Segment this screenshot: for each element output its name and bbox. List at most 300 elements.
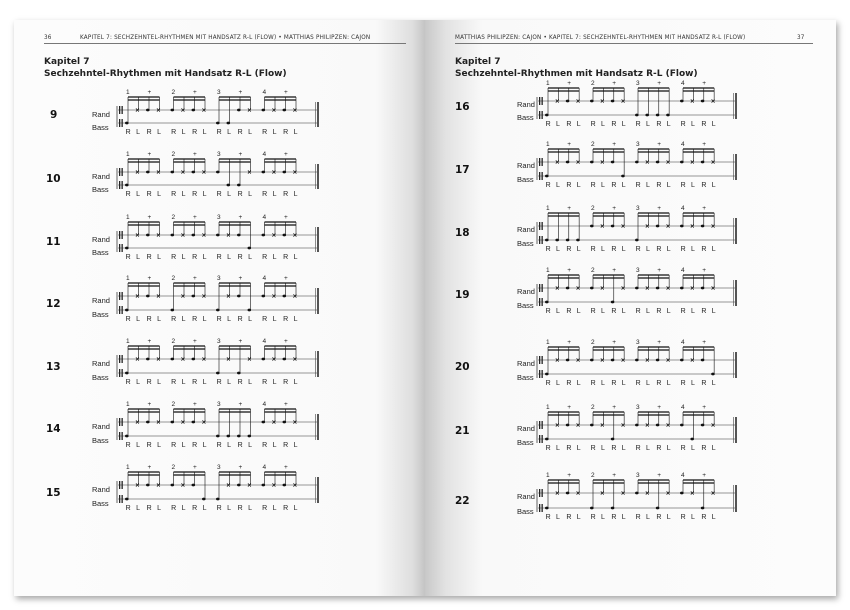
bass-notehead: [711, 373, 715, 376]
sticking-letter: L: [202, 316, 207, 323]
sticking-letter: R: [635, 308, 641, 315]
exercise-number: 16: [455, 101, 470, 113]
sticking-letter: L: [202, 129, 207, 136]
notation-systems: [425, 20, 836, 596]
beat-count: +: [702, 339, 707, 346]
rand-notehead: [146, 484, 150, 487]
sticking-letter: R: [146, 254, 152, 261]
sticking-letter: L: [600, 445, 605, 452]
sticking-letter: R: [611, 182, 617, 189]
sticking-letter: L: [272, 505, 277, 512]
staff-label-bass: Bass: [517, 175, 534, 184]
final-barline: [317, 227, 319, 252]
rand-notehead: [656, 161, 660, 164]
bass-notehead: [227, 184, 231, 187]
beat-count: 3: [217, 464, 221, 471]
sticking-letter: R: [701, 308, 707, 315]
bass-notehead: [621, 175, 625, 178]
rand-notehead: [611, 359, 615, 362]
sticking-letter: R: [262, 505, 268, 512]
sticking-letter: L: [576, 380, 581, 387]
notation-systems: [14, 20, 425, 596]
bass-notehead: [171, 309, 175, 312]
rand-notehead: [262, 484, 266, 487]
sticking-letter: R: [635, 514, 641, 521]
bass-notehead: [216, 435, 220, 438]
running-header: KAPITEL 7: SECHZEHNTEL-RHYTHMEN MIT HANDSATZ R-L (FLOW) • MATTHIAS PHILIPZEN: CAJON: [80, 34, 371, 41]
sticking-letter: L: [690, 514, 695, 521]
sticking-letter: L: [136, 316, 141, 323]
sticking-letter: L: [621, 246, 626, 253]
final-barline: [317, 351, 319, 377]
rand-notehead: [192, 109, 196, 112]
bass-notehead: [227, 122, 231, 125]
sticking-letter: L: [690, 308, 695, 315]
sticking-letter: L: [666, 445, 671, 452]
sticking-letter: R: [680, 121, 686, 128]
bass-notehead: [216, 372, 220, 375]
sticking-letter: L: [157, 442, 162, 449]
sticking-letter: R: [611, 308, 617, 315]
sticking-letter: L: [181, 129, 186, 136]
beat-count: +: [238, 464, 243, 471]
rand-notehead: [192, 484, 196, 487]
percussion-clef-icon: [119, 168, 120, 176]
bass-notehead: [545, 175, 549, 178]
staff-label-bass: Bass: [517, 239, 534, 248]
sticking-letter: R: [566, 182, 572, 189]
sticking-letter: R: [635, 246, 641, 253]
sticking-letter: L: [293, 254, 298, 261]
beat-count: 2: [591, 404, 595, 411]
beat-count: 4: [681, 339, 685, 346]
rand-notehead: [171, 171, 175, 174]
sticking-letter: L: [248, 129, 253, 136]
bass-notehead: [656, 114, 660, 117]
rand-notehead: [680, 225, 684, 228]
page-number: 37: [797, 34, 805, 41]
percussion-clef-icon: [119, 292, 120, 300]
percussion-clef-icon: [122, 481, 123, 489]
exercise-number: 12: [46, 298, 61, 310]
chapter-subtitle: Sechzehntel-Rhythmen mit Handsatz R-L (Flow): [455, 69, 698, 79]
beat-count: +: [193, 401, 197, 408]
beat-count: +: [238, 151, 243, 158]
rand-notehead: [262, 171, 266, 174]
percussion-clef-icon: [122, 418, 123, 426]
beat-count: +: [284, 275, 288, 282]
final-barline: [735, 352, 737, 378]
percussion-clef-icon: [539, 370, 540, 378]
sticking-letter: L: [272, 191, 277, 198]
staff-label-bass: Bass: [517, 301, 534, 310]
bass-notehead: [216, 122, 220, 125]
sticking-letter: L: [645, 308, 650, 315]
sticking-letter: L: [181, 191, 186, 198]
rand-notehead: [680, 100, 684, 103]
sticking-letter: R: [701, 182, 707, 189]
sticking-letter: L: [576, 514, 581, 521]
sticking-letter: R: [171, 379, 177, 386]
percussion-clef-icon: [542, 370, 543, 378]
rand-notehead: [656, 287, 660, 290]
bass-notehead: [545, 373, 549, 376]
percussion-clef-icon: [122, 168, 123, 176]
percussion-clef-icon: [122, 495, 123, 503]
sticking-letter: L: [202, 442, 207, 449]
sticking-letter: R: [262, 129, 268, 136]
staff-label-rand: Rand: [92, 110, 110, 119]
beat-count: 4: [681, 205, 685, 212]
sticking-letter: R: [680, 246, 686, 253]
sticking-letter: R: [656, 182, 662, 189]
rand-notehead: [635, 359, 639, 362]
staff-label-bass: Bass: [92, 248, 109, 257]
beat-count: +: [193, 89, 197, 96]
staff-label-rand: Rand: [92, 422, 110, 431]
sticking-letter: L: [666, 308, 671, 315]
sticking-letter: L: [227, 379, 232, 386]
percussion-clef-icon: [539, 421, 540, 429]
rand-notehead: [635, 492, 639, 495]
rand-notehead: [701, 287, 705, 290]
beat-count: 2: [171, 214, 176, 221]
beat-count: 3: [636, 339, 640, 346]
sticking-letter: L: [711, 121, 716, 128]
beat-count: +: [284, 338, 288, 345]
sticking-letter: L: [293, 442, 298, 449]
beat-count: 3: [217, 338, 221, 345]
sticking-letter: R: [171, 316, 177, 323]
beat-count: 3: [217, 89, 221, 96]
beat-count: 4: [681, 404, 685, 411]
rand-notehead: [611, 225, 615, 228]
staff-label-bass: Bass: [92, 185, 109, 194]
final-barline: [317, 102, 319, 127]
bass-notehead: [666, 114, 670, 117]
sticking-letter: L: [202, 379, 207, 386]
percussion-clef-icon: [119, 231, 120, 239]
sticking-letter: L: [555, 380, 560, 387]
rand-notehead: [611, 161, 615, 164]
beat-count: +: [567, 472, 572, 479]
beat-count: +: [147, 401, 152, 408]
rand-notehead: [171, 358, 175, 361]
staff-label-rand: Rand: [517, 424, 535, 433]
sticking-letter: R: [125, 129, 131, 136]
beat-count: +: [567, 80, 572, 87]
sticking-letter: L: [181, 505, 186, 512]
bass-notehead: [545, 239, 549, 242]
sticking-letter: R: [125, 254, 131, 261]
sticking-letter: L: [227, 505, 232, 512]
sticking-letter: L: [293, 191, 298, 198]
sticking-letter: R: [125, 442, 131, 449]
rand-notehead: [262, 421, 266, 424]
bass-notehead: [202, 498, 206, 501]
sticking-letter: R: [656, 514, 662, 521]
open-book: [14, 20, 836, 596]
beat-count: 3: [636, 472, 640, 479]
beat-count: +: [567, 205, 572, 212]
sticking-letter: R: [656, 121, 662, 128]
sticking-letter: L: [248, 191, 253, 198]
sticking-letter: R: [566, 380, 572, 387]
staff-label-bass: Bass: [92, 123, 109, 132]
beat-count: 2: [591, 472, 595, 479]
bass-notehead: [645, 114, 649, 117]
final-barline: [735, 417, 737, 443]
bass-notehead: [566, 239, 570, 242]
sticking-letter: R: [545, 308, 551, 315]
percussion-clef-icon: [539, 504, 540, 512]
staff-label-bass: Bass: [92, 310, 109, 319]
sticking-letter: L: [555, 182, 560, 189]
sticking-letter: R: [237, 442, 243, 449]
sticking-letter: L: [690, 380, 695, 387]
percussion-clef-icon: [122, 119, 123, 127]
beat-count: 1: [546, 472, 550, 479]
final-barline: [735, 93, 737, 119]
rand-notehead: [566, 100, 570, 103]
sticking-letter: L: [272, 442, 277, 449]
sticking-letter: R: [566, 445, 572, 452]
beat-count: +: [193, 214, 197, 221]
rand-notehead: [262, 234, 266, 237]
percussion-clef-icon: [122, 432, 123, 440]
beat-count: 4: [681, 267, 685, 274]
rand-notehead: [146, 171, 150, 174]
staff-label-bass: Bass: [517, 438, 534, 447]
sticking-letter: L: [645, 246, 650, 253]
sticking-letter: R: [283, 191, 289, 198]
beat-count: 2: [171, 89, 176, 96]
exercise-number: 22: [455, 495, 470, 507]
sticking-letter: R: [146, 316, 152, 323]
beat-count: +: [657, 404, 662, 411]
sticking-letter: L: [711, 182, 716, 189]
sticking-letter: L: [181, 442, 186, 449]
beat-count: +: [657, 472, 662, 479]
final-barline: [735, 280, 737, 306]
sticking-letter: L: [621, 514, 626, 521]
sticking-letter: R: [262, 442, 268, 449]
rand-notehead: [146, 421, 150, 424]
percussion-clef-icon: [119, 181, 120, 189]
sticking-letter: L: [136, 505, 141, 512]
rand-notehead: [283, 295, 287, 298]
bass-notehead: [545, 301, 549, 304]
final-barline: [735, 218, 737, 244]
sticking-letter: L: [272, 316, 277, 323]
beat-count: +: [567, 141, 572, 148]
staff-label-bass: Bass: [517, 113, 534, 122]
sticking-letter: R: [171, 505, 177, 512]
rand-notehead: [680, 492, 684, 495]
beat-count: 2: [171, 401, 176, 408]
beat-count: +: [612, 80, 617, 87]
chapter-title: Kapitel 7: [44, 57, 90, 67]
percussion-clef-icon: [122, 355, 123, 363]
beat-count: +: [147, 89, 152, 96]
sticking-letter: L: [576, 445, 581, 452]
sticking-letter: R: [566, 514, 572, 521]
beat-count: 1: [126, 275, 130, 282]
sticking-letter: R: [545, 121, 551, 128]
bass-notehead: [555, 239, 559, 242]
rand-notehead: [171, 109, 175, 112]
percussion-clef-icon: [119, 432, 120, 440]
percussion-clef-icon: [539, 356, 540, 364]
percussion-clef-icon: [542, 489, 543, 497]
sticking-letter: R: [656, 380, 662, 387]
beat-count: +: [612, 141, 617, 148]
beat-count: 4: [262, 401, 267, 408]
sticking-letter: R: [590, 445, 596, 452]
final-barline: [317, 477, 319, 503]
sticking-letter: L: [690, 182, 695, 189]
sticking-letter: R: [590, 514, 596, 521]
rand-notehead: [192, 421, 196, 424]
sticking-letter: R: [216, 379, 222, 386]
sticking-letter: L: [248, 254, 253, 261]
beat-count: 1: [126, 151, 130, 158]
percussion-clef-icon: [119, 418, 120, 426]
percussion-clef-icon: [119, 244, 120, 252]
percussion-clef-icon: [119, 481, 120, 489]
sticking-letter: R: [590, 121, 596, 128]
staff-label-rand: Rand: [517, 225, 535, 234]
rand-notehead: [283, 484, 287, 487]
sticking-letter: R: [701, 121, 707, 128]
sticking-letter: R: [545, 246, 551, 253]
sticking-letter: L: [711, 514, 716, 521]
sticking-letter: L: [555, 308, 560, 315]
beat-count: +: [147, 214, 152, 221]
sticking-letter: L: [202, 191, 207, 198]
beat-count: 1: [546, 141, 550, 148]
staff-label-bass: Bass: [92, 436, 109, 445]
beat-count: +: [147, 464, 152, 471]
sticking-letter: L: [157, 129, 162, 136]
sticking-letter: L: [690, 246, 695, 253]
sticking-letter: R: [566, 308, 572, 315]
final-barline: [317, 288, 319, 314]
sticking-letter: R: [590, 246, 596, 253]
percussion-clef-icon: [122, 106, 123, 114]
percussion-clef-icon: [542, 236, 543, 244]
beat-count: 2: [591, 205, 595, 212]
beat-count: +: [284, 89, 288, 96]
sticking-letter: R: [262, 254, 268, 261]
staff-label-rand: Rand: [517, 492, 535, 501]
percussion-clef-icon: [122, 181, 123, 189]
sticking-letter: L: [248, 505, 253, 512]
beat-count: +: [567, 404, 572, 411]
sticking-letter: L: [600, 308, 605, 315]
percussion-clef-icon: [539, 222, 540, 230]
sticking-letter: L: [555, 445, 560, 452]
sticking-letter: L: [711, 308, 716, 315]
exercise-number: 11: [46, 236, 61, 248]
percussion-clef-icon: [119, 106, 120, 114]
exercise-number: 13: [46, 361, 61, 373]
rand-notehead: [701, 100, 705, 103]
beat-count: +: [702, 205, 707, 212]
rand-notehead: [590, 161, 594, 164]
staff-label-bass: Bass: [517, 373, 534, 382]
exercise-number: 15: [46, 487, 61, 499]
sticking-letter: R: [590, 380, 596, 387]
beat-count: 3: [217, 151, 221, 158]
beat-count: +: [702, 141, 707, 148]
beat-count: 4: [262, 89, 267, 96]
rand-notehead: [635, 161, 639, 164]
exercise-number: 17: [455, 164, 470, 176]
bass-notehead: [611, 438, 615, 441]
sticking-letter: R: [216, 505, 222, 512]
sticking-letter: R: [701, 514, 707, 521]
rand-notehead: [590, 359, 594, 362]
sticking-letter: L: [181, 254, 186, 261]
beat-count: +: [193, 464, 197, 471]
sticking-letter: L: [157, 505, 162, 512]
percussion-clef-icon: [542, 421, 543, 429]
rand-notehead: [171, 484, 175, 487]
beat-count: 4: [262, 338, 267, 345]
sticking-letter: R: [635, 121, 641, 128]
sticking-letter: R: [237, 379, 243, 386]
beat-count: 4: [681, 472, 685, 479]
final-barline: [735, 154, 737, 180]
staff-label-bass: Bass: [517, 507, 534, 516]
beat-count: 3: [636, 80, 640, 87]
rand-notehead: [680, 424, 684, 427]
sticking-letter: R: [680, 514, 686, 521]
sticking-letter: R: [192, 129, 198, 136]
staff-label-rand: Rand: [517, 287, 535, 296]
sticking-letter: L: [248, 442, 253, 449]
sticking-letter: L: [272, 379, 277, 386]
exercise-number: 19: [455, 289, 470, 301]
rand-notehead: [192, 295, 196, 298]
rand-notehead: [566, 359, 570, 362]
beat-count: 3: [217, 401, 221, 408]
sticking-letter: L: [136, 254, 141, 261]
beat-count: +: [284, 464, 288, 471]
sticking-letter: L: [600, 246, 605, 253]
beat-count: +: [147, 338, 152, 345]
rand-notehead: [701, 424, 705, 427]
beat-count: 2: [171, 151, 176, 158]
rand-notehead: [590, 225, 594, 228]
sticking-letter: R: [125, 316, 131, 323]
beat-count: +: [702, 472, 707, 479]
beat-count: +: [284, 151, 288, 158]
sticking-letter: R: [171, 191, 177, 198]
running-header: MATTHIAS PHILIPZEN: CAJON • KAPITEL 7: SECHZEHNTEL-RHYTHMEN MIT HANDSATZ R-L (FLOW): [455, 34, 746, 41]
rand-notehead: [701, 225, 705, 228]
sticking-letter: L: [555, 121, 560, 128]
rand-notehead: [590, 100, 594, 103]
beat-count: +: [567, 267, 572, 274]
left-page: [14, 20, 425, 596]
beat-count: +: [147, 275, 152, 282]
sticking-letter: R: [237, 505, 243, 512]
rand-notehead: [237, 234, 241, 237]
sticking-letter: R: [656, 445, 662, 452]
percussion-clef-icon: [119, 306, 120, 314]
